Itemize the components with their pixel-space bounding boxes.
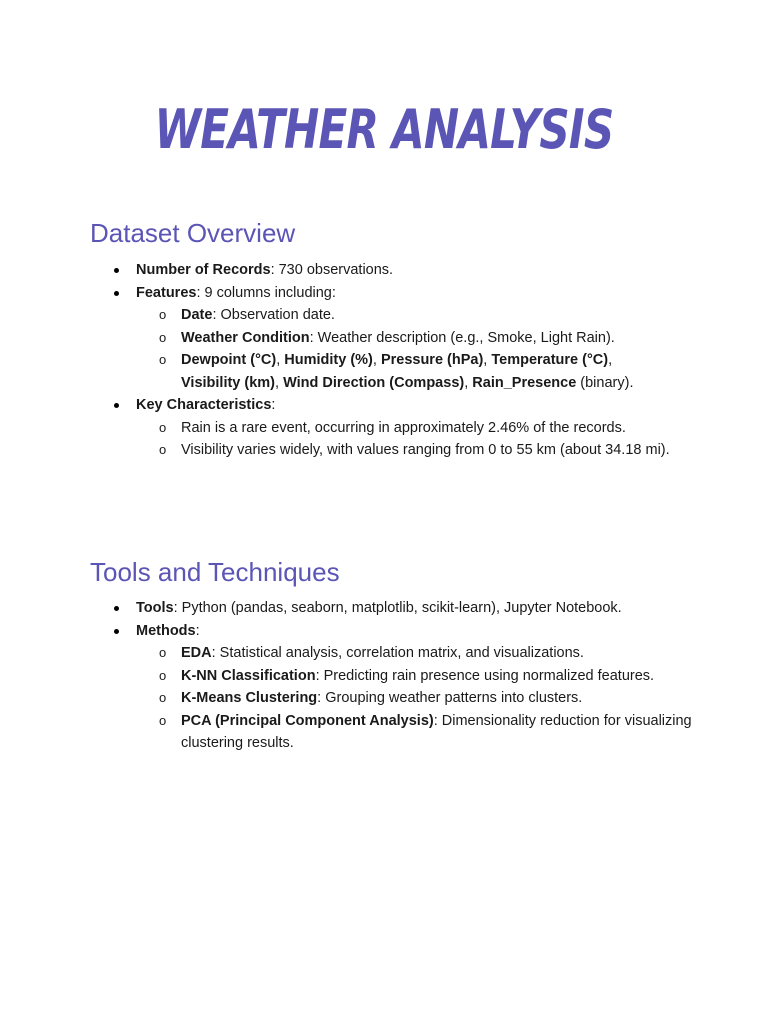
date-text: : Observation date. [212, 307, 335, 323]
methods-colon: : [195, 622, 200, 639]
dewpoint-label: Dewpoint (°C) [181, 352, 277, 368]
sub-bullet-icon: o [159, 442, 167, 457]
records-label: Number of Records [136, 262, 271, 278]
list-item-tools [108, 597, 698, 620]
sublist-item-eda [153, 642, 698, 665]
key-characteristics-colon: : [271, 397, 276, 413]
weather-condition-label: Weather Condition [181, 329, 310, 346]
sublist-item-knn [153, 665, 698, 688]
key-characteristics-label: Key Characteristics [136, 397, 272, 413]
document-title: WEATHER ANALYSIS [154, 98, 614, 161]
list-item-key-characteristics [108, 394, 698, 462]
separator: , [276, 352, 285, 368]
records-text: : 730 observations. [270, 262, 394, 278]
sub-bullet-icon: o [159, 307, 167, 322]
sub-bullet-icon: o [159, 645, 167, 660]
features-label: Features [136, 284, 197, 301]
sublist-item-visibility-varies [153, 439, 698, 462]
rain-presence-label: Rain_Presence [472, 374, 577, 391]
bullet-icon [114, 268, 119, 273]
separator: , [483, 352, 492, 368]
separator: , [608, 352, 613, 368]
separator: , [464, 374, 473, 391]
tools-and-techniques-heading: Tools and Techniques [90, 557, 340, 587]
separator: , [275, 374, 284, 391]
dataset-overview-list [108, 259, 698, 462]
list-item-features [108, 282, 698, 395]
tools-label: Tools [136, 600, 174, 616]
list-item-records [108, 259, 698, 282]
rain-presence-text: (binary). [576, 374, 634, 391]
sublist-item-date [153, 304, 698, 327]
bullet-icon [114, 403, 119, 408]
bullet-icon [114, 629, 119, 634]
pressure-label: Pressure (hPa) [380, 352, 484, 368]
temperature-label: Temperature (°C) [491, 352, 609, 368]
sublist-item-rain-event [153, 417, 698, 440]
list-item-methods [108, 620, 698, 755]
sublist-item-weather-condition [153, 327, 698, 350]
sublist-item-pca [153, 710, 698, 755]
sub-bullet-icon: o [159, 352, 167, 367]
visibility-label: Visibility (km) [181, 374, 276, 391]
sub-bullet-icon: o [159, 329, 167, 345]
date-label: Date [181, 307, 213, 323]
methods-sublist [153, 642, 698, 755]
sublist-item-kmeans [153, 687, 698, 710]
methods-label: Methods [136, 622, 196, 639]
kmeans-label: K-Means Clustering [181, 690, 318, 706]
sub-bullet-icon: o [159, 419, 167, 435]
key-characteristics-sublist [153, 417, 698, 462]
wind-direction-label: Wind Direction (Compass) [283, 374, 465, 391]
features-text: : 9 columns including: [196, 284, 336, 301]
sub-bullet-icon: o [159, 690, 167, 705]
features-sublist [153, 304, 698, 394]
humidity-label: Humidity (%) [284, 352, 373, 368]
eda-label: EDA [181, 645, 212, 661]
knn-label: K-NN Classification [181, 667, 316, 684]
weather-condition-text: : Weather description (e.g., Smoke, Light Rain). [309, 329, 615, 346]
pca-text: : Dimensionality reduction for visualizing clustering results. [181, 712, 692, 751]
visibility-varies-text: Visibility varies widely, with values ranging from 0 to 55 km (about 34.18 mi). [181, 442, 670, 458]
sublist-item-numeric-features [153, 349, 698, 394]
bullet-icon [114, 606, 119, 611]
bullet-icon [114, 291, 119, 296]
dataset-overview-heading: Dataset Overview [90, 218, 296, 248]
eda-text: : Statistical analysis, correlation matrix, and visualizations. [211, 645, 584, 661]
tools-text: : Python (pandas, seaborn, matplotlib, scikit-learn), Jupyter Notebook. [173, 600, 622, 616]
sub-bullet-icon: o [159, 667, 167, 683]
knn-text: : Predicting rain presence using normalized features. [315, 667, 655, 684]
tools-and-techniques-list [108, 597, 698, 755]
rain-event-text: Rain is a rare event, occurring in approximately 2.46% of the records. [181, 419, 626, 436]
separator: , [372, 352, 381, 368]
kmeans-text: : Grouping weather patterns into clusters. [317, 690, 583, 706]
pca-label: PCA (Principal Component Analysis) [181, 712, 434, 729]
sub-bullet-icon: o [159, 712, 167, 728]
